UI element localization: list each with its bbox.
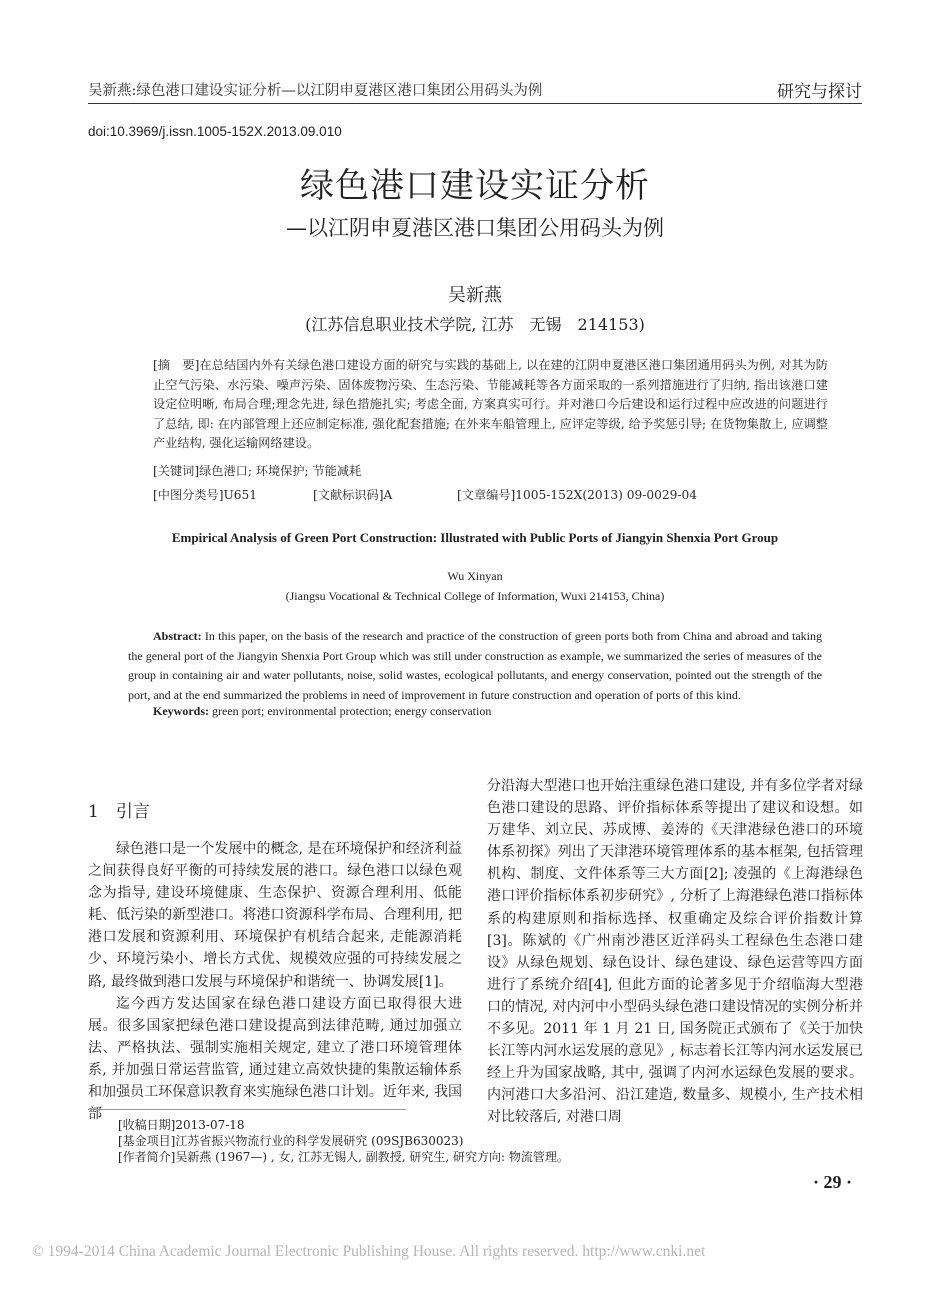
footnote-author-bio: [作者简介]吴新燕 (1967—) , 女, 江苏无锡人, 副教授, 研究生, 研究方向: 物流管理。 (118, 1150, 569, 1164)
header-divider (88, 103, 862, 104)
paper-title: 绿色港口建设实证分析 (300, 166, 650, 206)
english-author: Wu Xinyan (447, 569, 503, 583)
body-paragraph: 分沿海大型港口也开始注重绿色港口建设, 并有多位学者对绿色港口建设的思路、评价指标体系等提出了建议和设想。如万建华、刘立民、苏成博、姜涛的《天津港绿色港口的环境体系初探》列出了天津港环境管理体系的基本框架, 包括管理机构、制度、文件体系等三大方面[2]; 凌强的《上海港绿色港口评价指标体系初步研究》, 分析了上海港绿色港口指标体系的构建原则和指标选择、权重确定及综合评价指数计算[3]。陈斌的《广州南沙港区近洋码头工程绿色生态港口建设》从绿色规划、绿色设计、绿色建设、绿色运营等四方面进行了系统介绍[4], 但此方面的论著多见于介绍临海大型港口的情况, 对内河中小型码头绿色港口建设情况的实例分析并不多见。2011 年 1 月 21 日, 国务院正式颁布了《关于加快长江等内河水运发展的意见》, 标志着长江等内河水运发展已经上升为国家战略, 其中, 强调了内河水运绿色发展的要求。内河港口大多沿河、沿江建造, 数量多、规模小, 生产技术相对比较落后, 对港口周 (487, 778, 863, 1126)
copyright-watermark: © 1994-2014 China Academic Journal Electronic Publishing House. All rights reserved. http://www.cnki.net (32, 1243, 706, 1260)
page-number: · 29 · (812, 1172, 852, 1192)
footnote-divider (88, 1109, 406, 1110)
english-keywords (153, 704, 491, 719)
body-paragraph: 绿色港口是一个发展中的概念, 是在环境保护和经济利益之间获得良好平衡的可持续发展的港口。绿色港口以绿色观念为指导, 建设环境健康、生态保护、资源合理利用、低能耗、低污染的新型港口。将港口资源科学布局、合理利用, 把港口发展和资源利用、环境保护有机结合起来, 走能源消耗少、环境污染小、增长方式优、规模效应强的可持续发展之路, 最终做到港口发展与环境保护和谐统一、协调发展[1]。 (88, 841, 462, 990)
running-header-right: 研究与探讨 (777, 82, 862, 102)
running-header-left: 吴新燕:绿色港口建设实证分析—以江阴申夏港区港口集团公用码头为例 (88, 83, 543, 99)
english-keywords-text: green port; environmental protection; energy conservation (212, 704, 492, 718)
section-heading-introduction: 1 引言 (88, 802, 150, 822)
english-title: Empirical Analysis of Green Port Construction: Illustrated with Public Ports of Jiangyin Shenxia Port Group (171, 530, 779, 545)
body-column-left (88, 838, 462, 1125)
english-abstract (128, 627, 822, 705)
author-affiliation: (江苏信息职业技术学院, 江苏 无锡 214153) (305, 315, 645, 334)
footnotes (118, 1117, 569, 1165)
paper-subtitle: —以江阴申夏港区港口集团公用码头为例 (286, 216, 664, 240)
footnote-received-date: [收稿日期]2013-07-18 (118, 1118, 245, 1132)
english-affiliation: (Jiangsu Vocational & Technical College of Information, Wuxi 214153, China) (285, 589, 665, 603)
english-abstract-text: In this paper, on the basis of the research and practice of the construction of green ports both from China and abroad and taking the general port of the Jiangyin Shenxia Port Group which was still under construction as example, we summarized the series of measures of the group in containing air and water pollutants, noise, solid wastes, ecological pollutants, and energy conservation, pointed out the strength of the port, and at the end summarized the problems in need of improvement in future construction and operation of ports of this kind. (128, 629, 823, 702)
body-column-right (487, 775, 863, 1129)
keywords-cn: [关键词]绿色港口; 环境保护; 节能减耗 (153, 464, 362, 478)
english-keywords-label: Keywords: (153, 704, 209, 718)
body-paragraph: 迄今西方发达国家在绿色港口建设方面已取得很大进展。很多国家把绿色港口建设提高到法律范畴, 通过加强立法、严格执法、强制实施相关规定, 建立了港口环境管理体系, 并加强日常运营监管, 通过建立高效快捷的集散运输体系和加强员工环保意识教育来实施绿色港口计划。近年来, 我国部 (88, 995, 462, 1123)
doi: doi:10.3969/j.issn.1005-152X.2013.09.010 (88, 124, 342, 139)
document-code: [文献标识码]A (313, 488, 393, 502)
footnote-funding: [基金项目]江苏省振兴物流行业的科学发展研究 (09SJB630023) (118, 1134, 464, 1148)
class-number: [中图分类号]U651 (153, 488, 257, 502)
abstract-cn: [摘 要]在总结国内外有关绿色港口建设方面的研究与实践的基础上, 以在建的江阴申夏港区港口集团通用码头为例, 对其为防止空气污染、水污染、噪声污染、固体废物污染、生态污染、节能减耗等各方面采取的一系列措施进行了归纳, 指出该港口建设定位明晰, 布局合理;理念先进, 绿色措施扎实; 考虑全面, 方案真实可行。并对港口今后建设和运行过程中应改进的问题进行了总结, 即: 在内部管理上还应制定标准, 强化配套措施; 在外来车船管理上, 应评定等级, 给予奖惩引导; 在货物集散上, 应调整产业结构, 强化运输网络建设。 (153, 358, 828, 451)
author-name: 吴新燕 (448, 285, 502, 306)
article-number: [文章编号]1005-152X(2013) 09-0029-04 (457, 488, 698, 502)
english-abstract-label: Abstract: (153, 629, 202, 643)
